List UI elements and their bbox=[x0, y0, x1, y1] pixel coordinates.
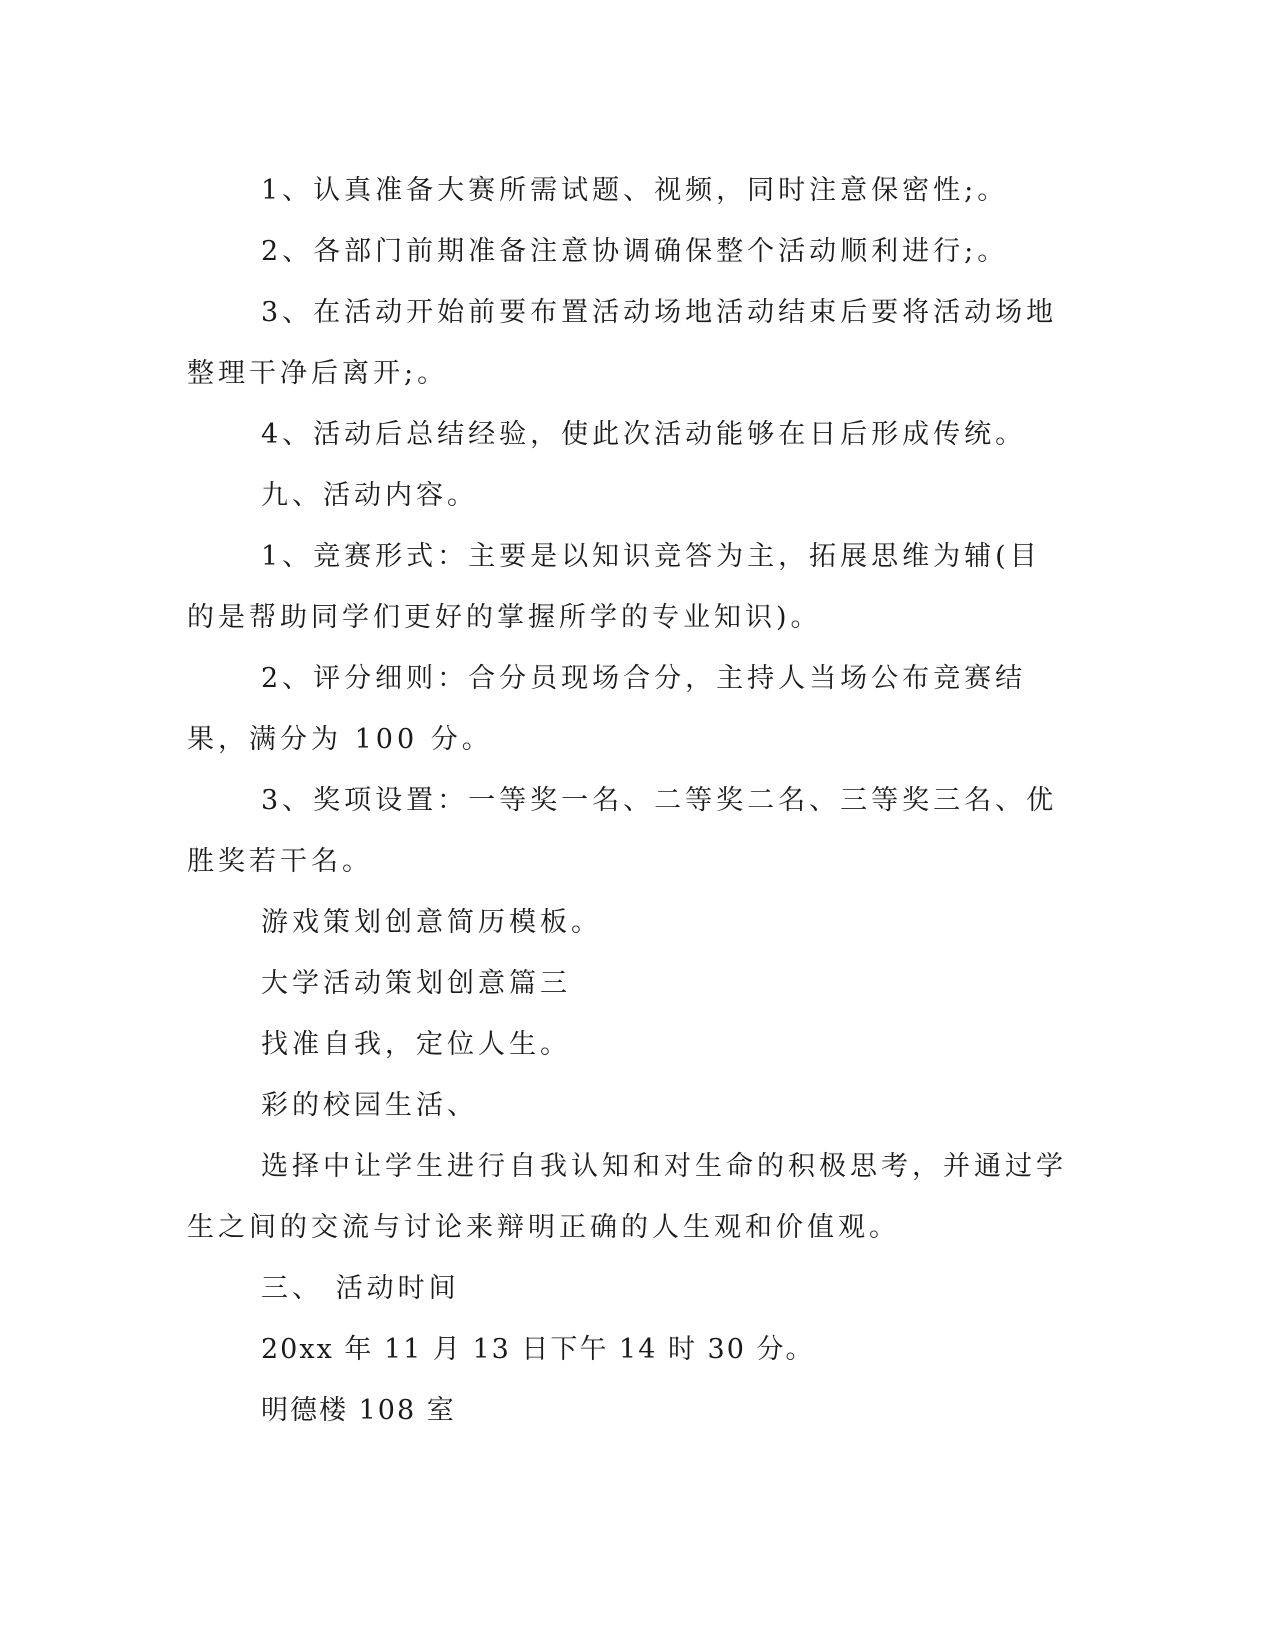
document-body bbox=[187, 160, 1067, 1441]
paragraph-find-yourself: 找准自我，定位人生。 bbox=[261, 1029, 571, 1060]
paragraph-location: 明德楼 108 室 bbox=[261, 1395, 456, 1426]
section-heading-activity-content: 九、活动内容。 bbox=[261, 480, 478, 511]
paragraph-awards: 3、奖项设置：一等奖一名、二等奖二名、三等奖三名、优胜奖若干名。 bbox=[187, 785, 1058, 877]
paragraph-department-coordination: 2、各部门前期准备注意协调确保整个活动顺利进行;。 bbox=[261, 236, 1009, 267]
paragraph-resume-template: 游戏策划创意简历模板。 bbox=[261, 907, 602, 938]
paragraph-summary: 4、活动后总结经验，使此次活动能够在日后形成传统。 bbox=[261, 419, 1027, 450]
paragraph-date-time: 20xx 年 11 月 13 日下午 14 时 30 分。 bbox=[261, 1334, 815, 1365]
paragraph-competition-format: 1、竞赛形式：主要是以知识竞答为主，拓展思维为辅(目的是帮助同学们更好的掌握所学的专业知识)。 bbox=[187, 541, 1041, 633]
paragraph-venue-setup: 3、在活动开始前要布置活动场地活动结束后要将活动场地整理干净后离开;。 bbox=[187, 297, 1058, 389]
paragraph-campus-life: 彩的校园生活、 bbox=[261, 1090, 478, 1121]
paragraph-scoring-rules: 2、评分细则：合分员现场合分，主持人当场公布竞赛结果，满分为 100 分。 bbox=[187, 663, 1027, 755]
paragraph-prep-questions: 1、认真准备大赛所需试题、视频，同时注意保密性;。 bbox=[261, 175, 1009, 206]
section-title-part-three: 大学活动策划创意篇三 bbox=[261, 968, 571, 999]
section-heading-activity-time: 三、 活动时间 bbox=[261, 1273, 460, 1304]
paragraph-self-awareness: 选择中让学生进行自我认知和对生命的积极思考，并通过学生之间的交流与讨论来辩明正确的人生观和价值观。 bbox=[187, 1151, 1067, 1243]
